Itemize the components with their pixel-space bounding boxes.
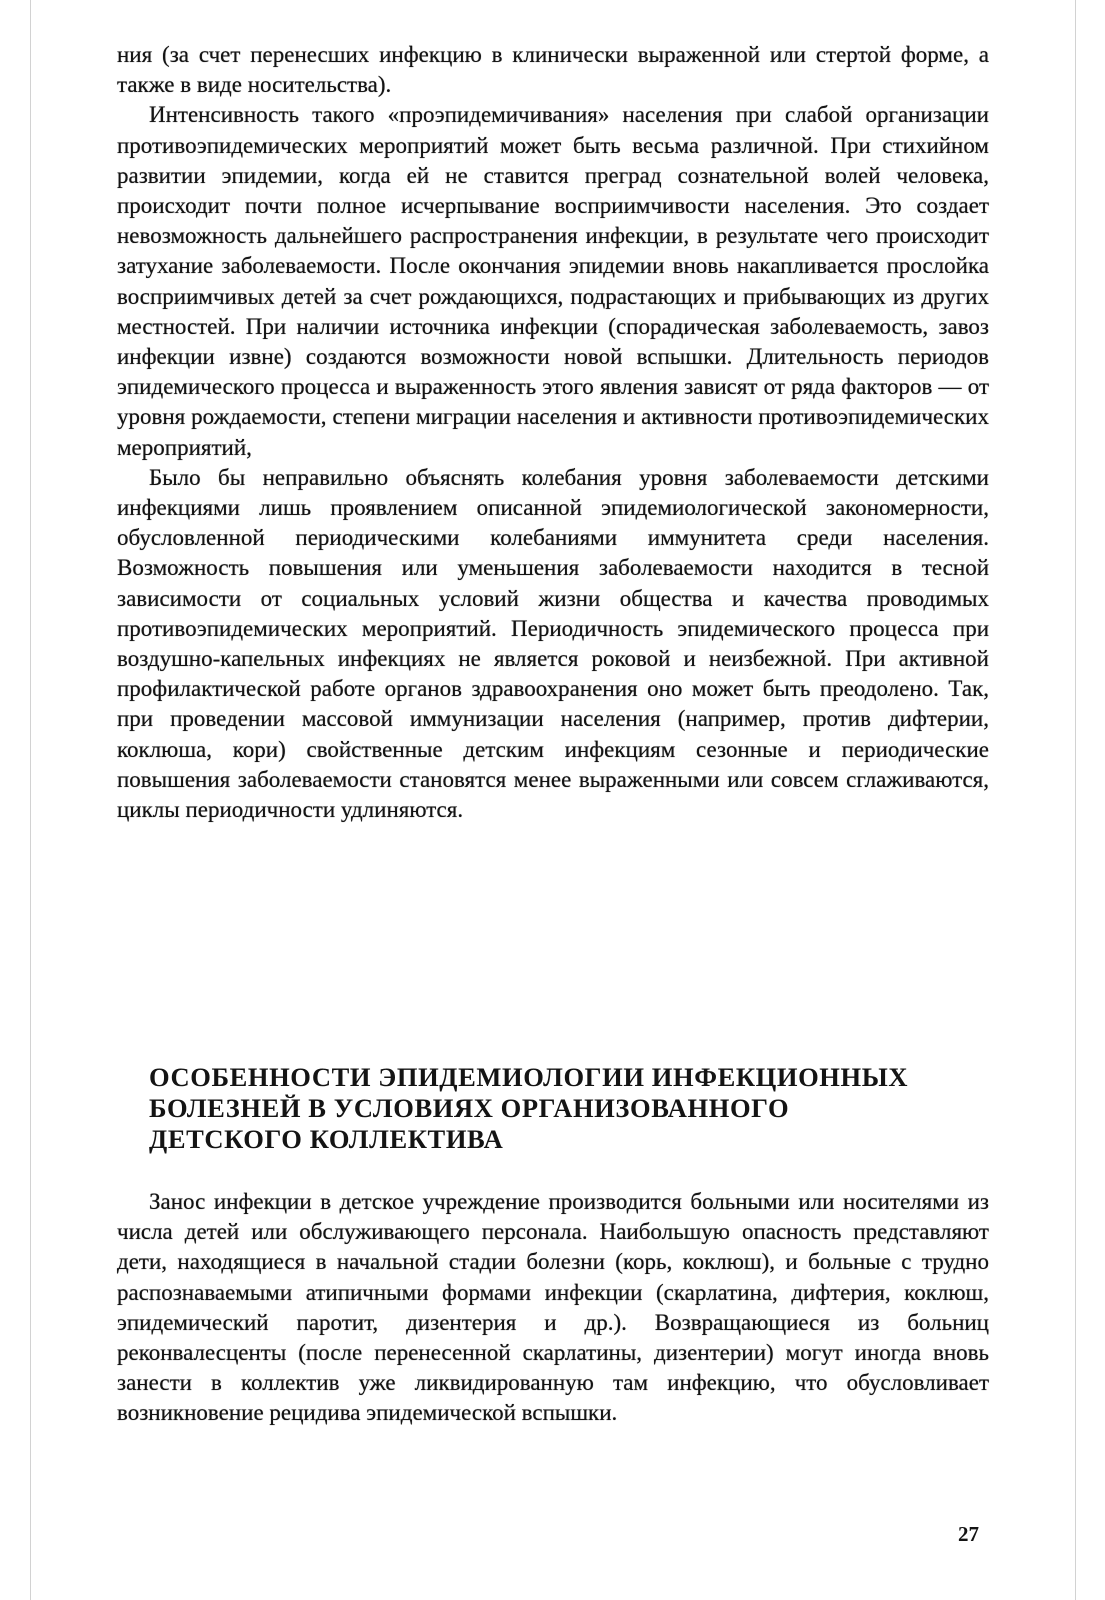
section-heading (149, 1062, 989, 1155)
paragraph-continuation: ния (за счет перенесших инфекцию в клинически выраженной или стертой форме, а также в виде носительства). (117, 42, 989, 98)
scan-edge-left (30, 0, 31, 1600)
paragraph: Интенсивность такого «проэпидемичивания» населения при слабой организации противоэпидемических мероприятий может быть весьма различной. При стихийном развитии эпидемии, когда ей не ставится преград сознательной волей человека, происходит почти полное исчерпывание восприимчивости населения. Это создает невозможность дальнейшего распространения инфекции, в результате чего происходит затухание заболеваемости. После окончания эпидемии вновь накапливается прослойка восприимчивых детей за счет рождающихся, подрастающих и прибывающих из других местностей. При наличии источника инфекции (спорадическая заболеваемость, завоз инфекции извне) создаются возможности новой вспышки. Длительность периодов эпидемического процесса и выраженность этого явления зависят от ряда факторов — от уровня рождаемости, степени миграции населения и активности противоэпидемических мероприятий, (117, 102, 989, 460)
paragraph: Было бы неправильно объяснять колебания уровня заболеваемости детскими инфекциями лишь проявлением описанной эпидемиологической закономерности, обусловленной периодическими колебаниями иммунитета среди населения. Возможность повышения или уменьшения заболеваемости находится в тесной зависимости от социальных условий жизни общества и качества проводимых противоэпидемических мероприятий. Периодичность эпидемического процесса при воздушно-капельных инфекциях не является роковой и неизбежной. При активной профилактической работе органов здравоохранения оно может быть преодолено. Так, при проведении массовой иммунизации населения (например, против дифтерии, коклюша, кори) свойственные детским инфекциям сезонные и периодические повышения заболеваемости становятся менее выраженными или совсем сглаживаются, циклы периодичности удлиняются. (117, 464, 989, 823)
section-heading-line: ОСОБЕННОСТИ ЭПИДЕМИОЛОГИИ ИНФЕКЦИОННЫХ (149, 1062, 909, 1092)
page-number: 27 (958, 1522, 979, 1546)
body-text-bottom (117, 1187, 989, 1429)
scan-edge-right (1075, 0, 1076, 1600)
body-text-top (117, 40, 989, 825)
paragraph: Занос инфекции в детское учреждение производится больными или носителями из числа детей или обслуживающего персонала. Наибольшую опасность представляют дети, находящиеся в начальной стадии болезни (корь, коклюш), и больные с трудно распознаваемыми атипичными формами инфекции (скарлатина, дифтерия, коклюш, эпидемический паротит, дизентерия и др.). Возвращающиеся из больниц реконвалесценты (после перенесенной скарлатины, дизентерии) могут иногда вновь занести в коллектив уже ликвидированную там инфекцию, что обусловливает возникновение рецидива эпидемической вспышки. (117, 1189, 989, 1426)
section-heading-line: БОЛЕЗНЕЙ В УСЛОВИЯХ ОРГАНИЗОВАННОГО (149, 1093, 790, 1123)
section-heading-line: ДЕТСКОГО КОЛЛЕКТИВА (149, 1124, 504, 1154)
